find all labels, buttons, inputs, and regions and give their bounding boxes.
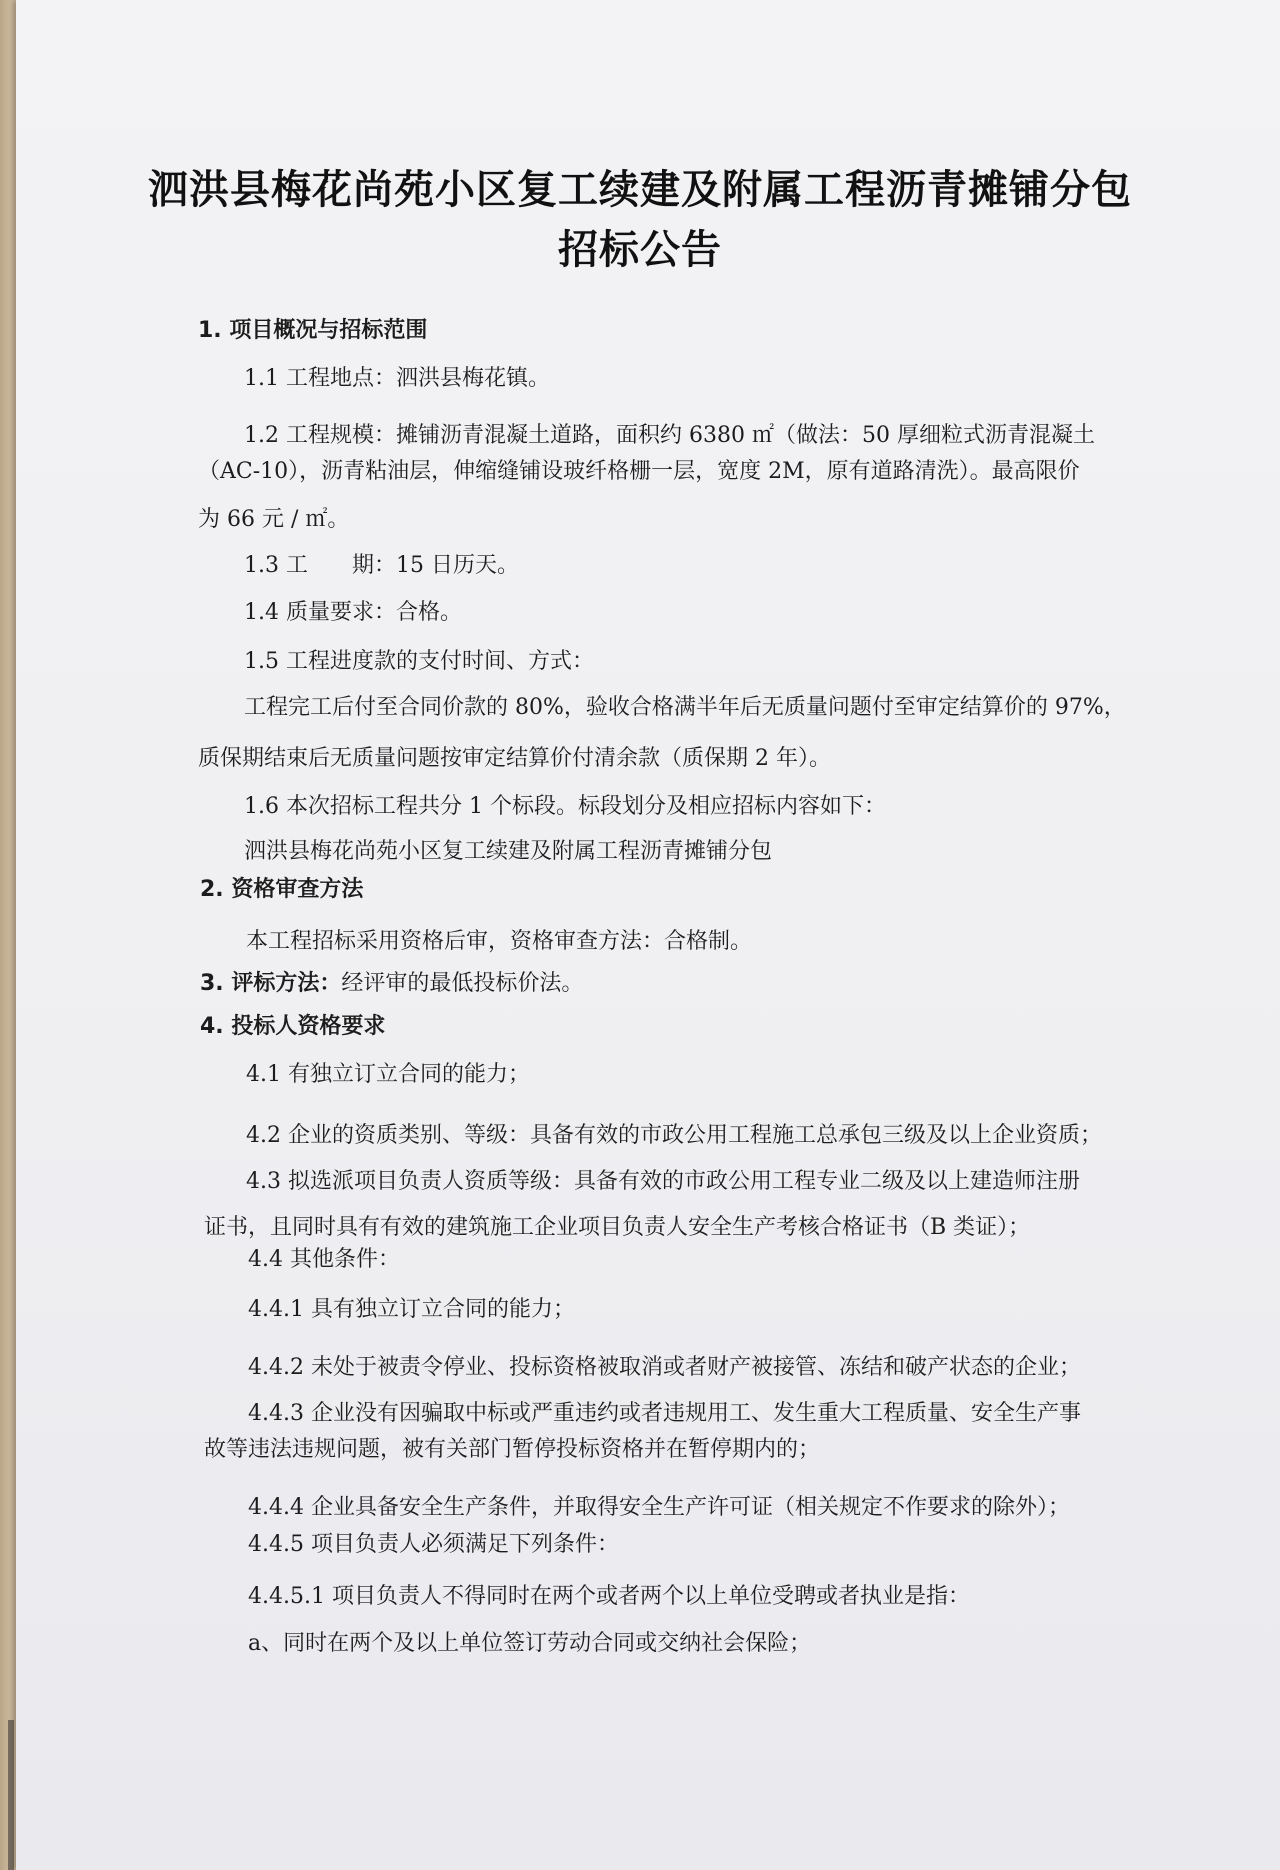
paragraph-1-5: 1.5 工程进度款的支付时间、方式： [244,649,594,674]
paragraph-1-2-line-2: （AC-10），沥青粘油层，伸缩缝铺设玻纤格栅一层，宽度 2M，原有道路清洗）。最高限价 [198,459,1080,484]
paragraph-4-4-5: 4.4.5 项目负责人必须满足下列条件： [248,1532,619,1557]
paragraph-4-4-2: 4.4.2 未处于被责令停业、投标资格被取消或者财产被接管、冻结和破产状态的企业； [248,1355,1081,1380]
paragraph-1-5-line-2: 质保期结束后无质量问题按审定结算价付清余款（质保期 2 年）。 [198,746,831,771]
paragraph-1-1: 1.1 工程地点：泗洪县梅花镇。 [244,366,550,391]
paragraph-4-3-line-1: 4.3 拟选派项目负责人资质等级：具备有效的市政公用工程专业二级及以上建造师注册 [246,1169,1080,1194]
page-edge-shadow [8,1720,14,1870]
paragraph-1-2-line-1: 1.2 工程规模：摊铺沥青混凝土道路，面积约 6380 ㎡（做法：50 厚细粒式沥青混凝土 [244,423,1095,448]
document-title: 泗洪县梅花尚苑小区复工续建及附属工程沥青摊铺分包 [148,167,1132,213]
paragraph-4-4-4: 4.4.4 企业具备安全生产条件，并取得安全生产许可证（相关规定不作要求的除外）； [248,1495,1070,1520]
paragraph-4-4-5-1-a: a、同时在两个及以上单位签订劳动合同或交纳社会保险； [248,1631,812,1656]
paragraph-1-5-line-1: 工程完工后付至合同价款的 80%，验收合格满半年后无质量问题付至审定结算价的 97%， [244,695,1126,720]
paragraph-4-3-line-2: 证书，且同时具有有效的建筑施工企业项目负责人安全生产考核合格证书（B 类证）； [204,1215,1031,1240]
paragraph-1-6-line-1: 泗洪县梅花尚苑小区复工续建及附属工程沥青摊铺分包 [244,839,773,864]
paragraph-4-4: 4.4 其他条件： [248,1247,400,1272]
paragraph-4-4-1: 4.4.1 具有独立订立合同的能力； [248,1297,575,1322]
section-3-label: 3. 评标方法： [200,971,342,996]
section-4-heading: 4. 投标人资格要求 [200,1014,386,1039]
paragraph-4-4-5-1: 4.4.5.1 项目负责人不得同时在两个或者两个以上单位受聘或者执业是指： [248,1584,970,1609]
paragraph-4-4-3-line-2: 故等违法违规问题，被有关部门暂停投标资格并在暂停期内的； [204,1437,821,1462]
section-3-text: 经评审的最低投标价法。 [341,971,584,996]
paragraph-4-4-3-line-1: 4.4.3 企业没有因骗取中标或严重违约或者违规用工、发生重大工程质量、安全生产事 [248,1401,1081,1426]
paragraph-4-1: 4.1 有独立订立合同的能力； [246,1062,530,1087]
document-subtitle: 招标公告 [558,227,722,273]
paragraph-1-6: 1.6 本次招标工程共分 1 个标段。标段划分及相应招标内容如下： [244,794,886,819]
paragraph-1-2-line-3: 为 66 元 / ㎡。 [198,507,350,532]
section-1-heading: 1. 项目概况与招标范围 [198,318,428,343]
paragraph-4-2: 4.2 企业的资质类别、等级：具备有效的市政公用工程施工总承包三级及以上企业资质； [246,1123,1102,1148]
paragraph-2: 本工程招标采用资格后审，资格审查方法：合格制。 [246,929,753,954]
section-2-heading: 2. 资格审查方法 [200,877,364,902]
section-3-heading [200,970,583,998]
paragraph-1-4: 1.4 质量要求：合格。 [244,600,462,625]
paragraph-1-3: 1.3 工 期：15 日历天。 [244,553,519,578]
